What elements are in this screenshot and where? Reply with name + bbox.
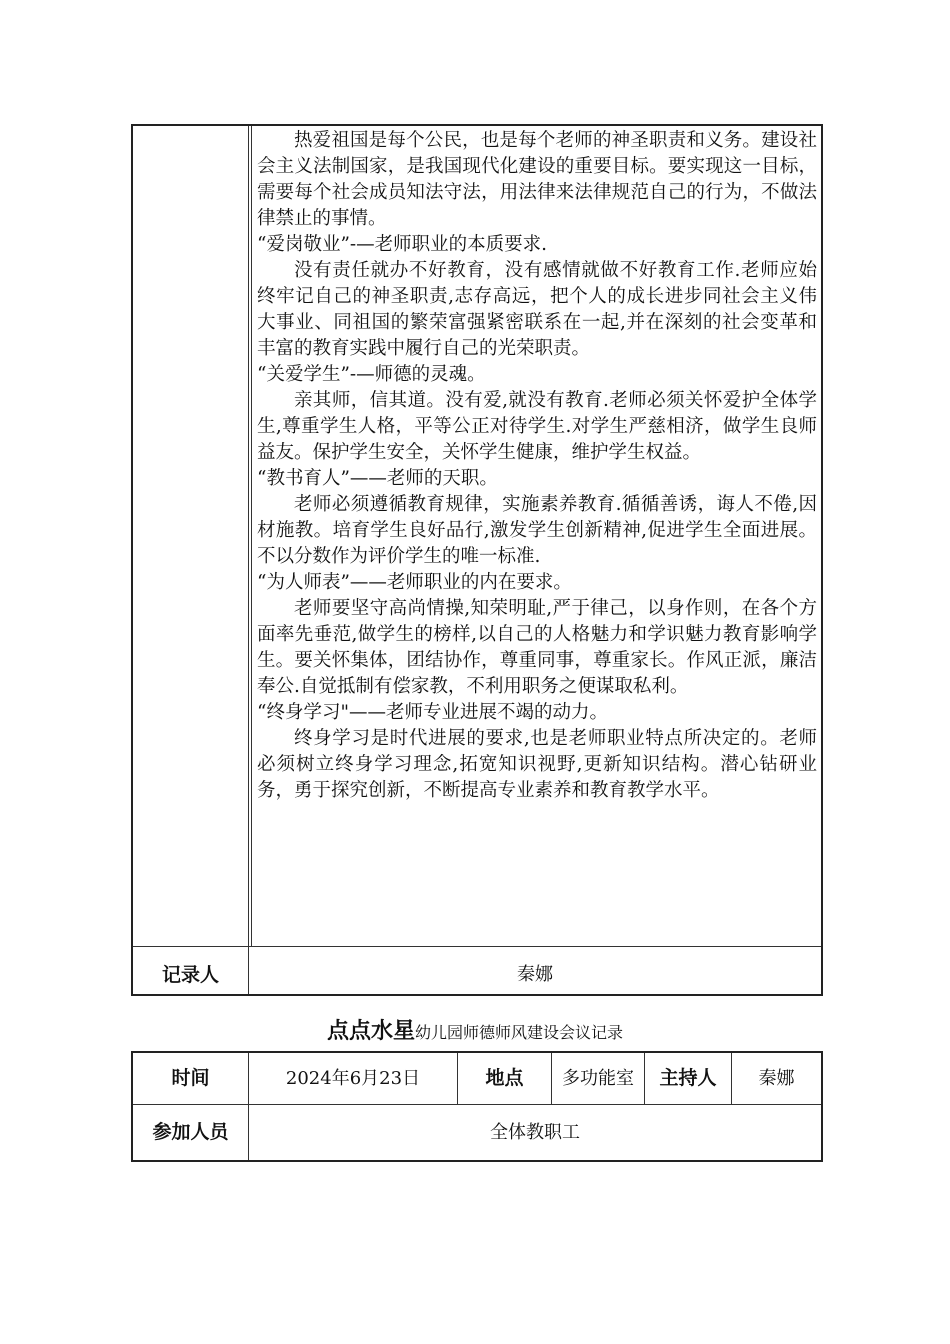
meeting-record-table [131, 124, 823, 996]
meeting-content [257, 128, 817, 804]
host-value: 秦娜 [758, 1068, 795, 1089]
content-paragraph: 热爱祖国是每个公民，也是每个老师的神圣职责和义务。建设社会主义法制国家，是我国现代化建设的重要目标。要实现这一目标，需要每个社会成员知法守法，用法律来法律规范自己的行为，不做法律禁止的事情。 [257, 130, 817, 229]
content-paragraph: 老师要坚守高尚情操,知荣明耻,严于律己，以身作则，在各个方面率先垂范,做学生的榜样,以自己的人格魅力和学识魅力教育影响学生。要关怀集体，团结协作，尊重同事，尊重家长。作风正派，廉洁奉公.自觉抵制有偿家教，不利用职务之便谋取私利。 [257, 598, 817, 697]
content-paragraph: 没有责任就办不好教育，没有感情就做不好教育工作.老师应始终牢记自己的神圣职责,志存高远，把个人的成长进步同社会主义伟大事业、同祖国的繁荣富强紧密联系在一起,并在深刻的社会变革和丰富的教育实践中履行自己的光荣职责。 [257, 260, 817, 359]
record-title [0, 1014, 950, 1045]
kindergarten-brand: 点点水星 [326, 1019, 415, 1044]
time-label: 时间 [171, 1067, 210, 1089]
content-paragraph: “终身学习"——老师专业进展不竭的动力。 [257, 702, 608, 723]
participants-value: 全体教职工 [490, 1122, 580, 1143]
time-value: 2024年6月23日 [285, 1068, 421, 1089]
column-divider [248, 126, 249, 994]
row-divider [133, 946, 821, 947]
content-paragraph: 亲其师，信其道。没有爱,就没有教育.老师必须关怀爱护全体学生,尊重学生人格，平等公正对待学生.对学生严慈相济，做学生良师益友。保护学生安全，关怀学生健康，维护学生权益。 [257, 390, 817, 463]
participants-label: 参加人员 [152, 1121, 229, 1143]
place-value: 多功能室 [562, 1068, 634, 1089]
content-paragraph: “教书育人”——老师的天职。 [257, 468, 498, 489]
meeting-info-table [131, 1051, 823, 1162]
host-label: 主持人 [659, 1067, 717, 1089]
place-label: 地点 [485, 1067, 524, 1089]
content-paragraph: 终身学习是时代进展的要求,也是老师职业特点所决定的。老师必须树立终身学习理念,拓宽知识视野,更新知识结构。潜心钻研业务，勇于探究创新，不断提高专业素养和教育教学水平。 [257, 728, 817, 801]
content-paragraph: “爱岗敬业”-—老师职业的本质要求. [257, 234, 548, 255]
recorder-value: 秦娜 [517, 964, 553, 985]
content-paragraph: “为人师表”——老师职业的内在要求。 [257, 572, 572, 593]
column-divider-inner [251, 126, 252, 946]
recorder-label: 记录人 [161, 964, 219, 986]
content-paragraph: “关爱学生”-—师德的灵魂。 [257, 364, 486, 385]
record-title-text: 幼儿园师德师风建设会议记录 [415, 1023, 624, 1042]
content-paragraph: 老师必须遵循教育规律，实施素养教育.循循善诱，诲人不倦,因材施教。培育学生良好品行,激发学生创新精神,促进学生全面进展。不以分数作为评价学生的唯一标准. [257, 494, 817, 567]
